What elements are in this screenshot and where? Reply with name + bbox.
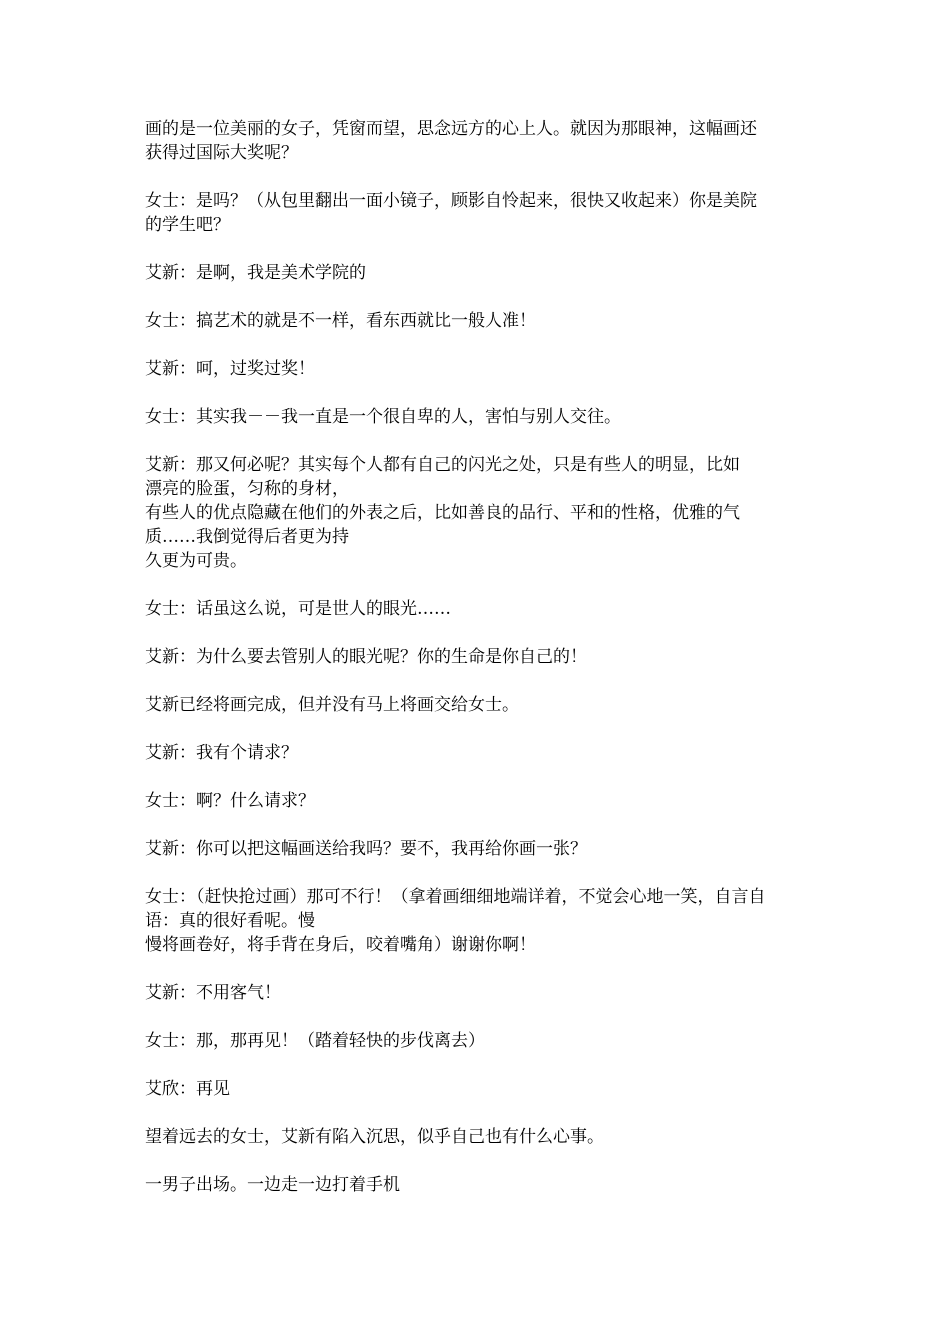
- text-line: 语：真的很好看呢。慢: [145, 911, 315, 931]
- dialogue-paragraph: [145, 357, 815, 381]
- dialogue-paragraph: [145, 1077, 815, 1101]
- dialogue-paragraph: [145, 837, 815, 861]
- text-line: 艾新：是啊，我是美术学院的: [145, 263, 366, 283]
- dialogue-paragraph: [145, 741, 815, 765]
- text-line: 女士：啊？什么请求？: [145, 791, 315, 811]
- dialogue-paragraph: [145, 405, 815, 429]
- dialogue-paragraph: [145, 645, 815, 669]
- dialogue-paragraph: [145, 1125, 815, 1149]
- text-line: 艾新：呵，过奖过奖！: [145, 359, 315, 379]
- dialogue-paragraph: [145, 981, 815, 1005]
- text-line: 艾新：那又何必呢？其实每个人都有自己的闪光之处，只是有些人的明显，比如: [145, 455, 740, 475]
- dialogue-paragraph: [145, 453, 815, 573]
- text-line: 女士：是吗？（从包里翻出一面小镜子，顾影自怜起来，很快又收起来）你是美院: [145, 191, 757, 211]
- text-line: 艾新已经将画完成，但并没有马上将画交给女士。: [145, 695, 519, 715]
- text-line: 有些人的优点隐藏在他们的外表之后，比如善良的品行、平和的性格，优雅的气: [145, 503, 740, 523]
- text-line: 艾新：不用客气！: [145, 983, 281, 1003]
- dialogue-paragraph: [145, 1029, 815, 1053]
- dialogue-paragraph: [145, 189, 815, 237]
- text-line: 质……我倒觉得后者更为持: [145, 527, 349, 547]
- text-line: 一男子出场。一边走一边打着手机: [145, 1175, 400, 1195]
- dialogue-paragraph: [145, 789, 815, 813]
- dialogue-paragraph: [145, 693, 815, 717]
- dialogue-paragraph: [145, 309, 815, 333]
- text-line: 久更为可贵。: [145, 551, 247, 571]
- text-line: 望着远去的女士，艾新有陷入沉思，似乎自己也有什么心事。: [145, 1127, 604, 1147]
- text-line: 艾欣：再见: [145, 1079, 230, 1099]
- text-line: 画的是一位美丽的女子，凭窗而望，思念远方的心上人。就因为那眼神，这幅画还: [145, 119, 757, 139]
- script-text-body: [145, 117, 815, 1221]
- dialogue-paragraph: [145, 885, 815, 957]
- dialogue-paragraph: [145, 261, 815, 285]
- text-line: 女士：那，那再见！（踏着轻快的步伐离去）: [145, 1031, 485, 1051]
- text-line: 女士：（赶快抢过画）那可不行！（拿着画细细地端详着，不觉会心地一笑，自言自: [145, 887, 766, 907]
- text-line: 的学生吧？: [145, 215, 230, 235]
- dialogue-paragraph: [145, 597, 815, 621]
- text-line: 女士：搞艺术的就是不一样，看东西就比一般人准！: [145, 311, 536, 331]
- dialogue-paragraph: [145, 1173, 815, 1197]
- text-line: 慢将画卷好，将手背在身后，咬着嘴角）谢谢你啊！: [145, 935, 536, 955]
- text-line: 女士：其实我－－我一直是一个很自卑的人，害怕与别人交往。: [145, 407, 621, 427]
- text-line: 获得过国际大奖呢？: [145, 143, 298, 163]
- text-line: 女士：话虽这么说，可是世人的眼光……: [145, 599, 451, 619]
- text-line: 漂亮的脸蛋，匀称的身材，: [145, 479, 349, 499]
- text-line: 艾新：我有个请求？: [145, 743, 298, 763]
- text-line: 艾新：你可以把这幅画送给我吗？要不，我再给你画一张？: [145, 839, 587, 859]
- text-line: 艾新：为什么要去管别人的眼光呢？你的生命是你自己的！: [145, 647, 587, 667]
- dialogue-paragraph: [145, 117, 815, 165]
